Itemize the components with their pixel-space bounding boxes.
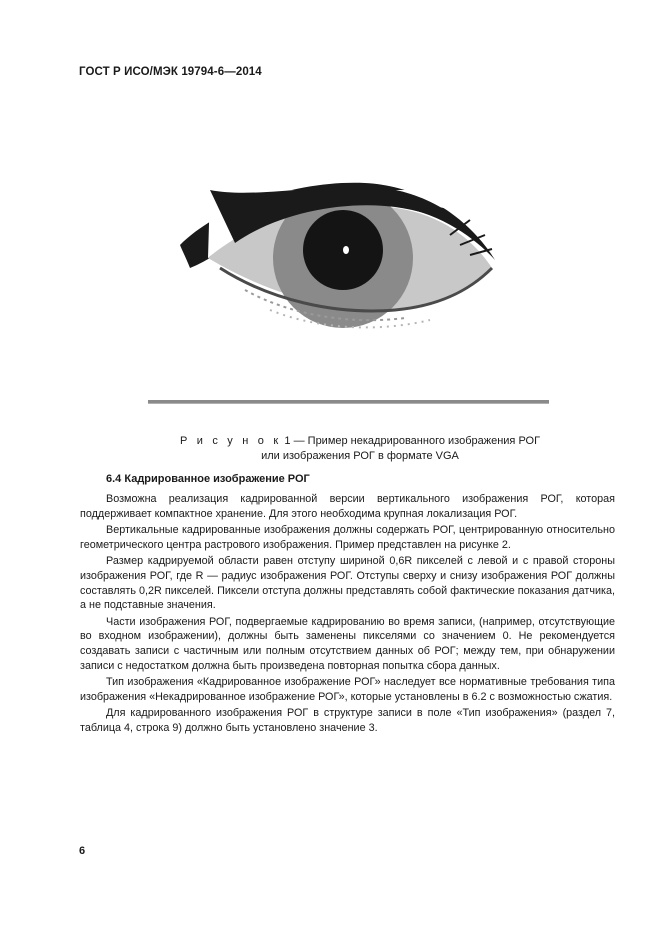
paragraph-6: Для кадрированного изображения РОГ в структуре записи в поле «Тип изображения» (раздел 7, таблица 4, строка 9) должно быть установлено значение 3. — [80, 707, 615, 734]
paragraph-5: Тип изображения «Кадрированное изображение РОГ» наследует все нормативные требования типа изображения «Некадрированное изображение РОГ», которые установлены в 6.2 с возможностью сжатия. — [80, 676, 615, 703]
section-body — [80, 492, 615, 738]
pupil-highlight — [343, 246, 349, 254]
paragraph-3: Размер кадрируемой области равен отступу шириной 0,6R пикселей с левой и с правой стороны изображения РОГ, где R — радиус изображения РОГ. Отступы сверху и снизу изображения РОГ должны составлять 0,2R пикселей. Пиксели отступа должны представлять собой фактические показания датчика, а не подставные значения. — [80, 555, 615, 612]
eye-image — [150, 150, 550, 360]
caption-line-2: или изображения РОГ в формате VGA — [261, 450, 459, 462]
eye-figure — [150, 150, 550, 360]
section-title: 6.4 Кадрированное изображение РОГ — [106, 473, 310, 485]
document-header: ГОСТ Р ИСО/МЭК 19794-6—2014 — [79, 66, 262, 78]
figure-divider — [148, 400, 549, 404]
caption-line-1 — [120, 434, 600, 449]
figure-caption — [120, 434, 600, 464]
paragraph-2: Вертикальные кадрированные изображения должны содержать РОГ, центрированную относительно геометрического центра растрового изображения. Пример представлен на рисунке 2. — [80, 524, 615, 551]
paragraph-4: Части изображения РОГ, подвергаемые кадрированию во время записи, (например, отсутствующие во входном изображении), должны быть заменены пикселями со значением 0. Не рекомендуется создавать записи с частичным или полным отсутствием данных об РОГ; между тем, при обнаружении записи с недостатком должна быть произведена повторная попытка сбора данных. — [80, 615, 615, 672]
page-number: 6 — [79, 845, 86, 857]
paragraph-1: Возможна реализация кадрированной версии вертикального изображения РОГ, которая поддерживает компактное хранение. Для этого необходима крупная локализация РОГ. — [80, 493, 615, 520]
caption-title: 1 — Пример некадрированного изображения РОГ — [281, 435, 541, 447]
caption-label: Р и с у н о к — [179, 435, 282, 447]
